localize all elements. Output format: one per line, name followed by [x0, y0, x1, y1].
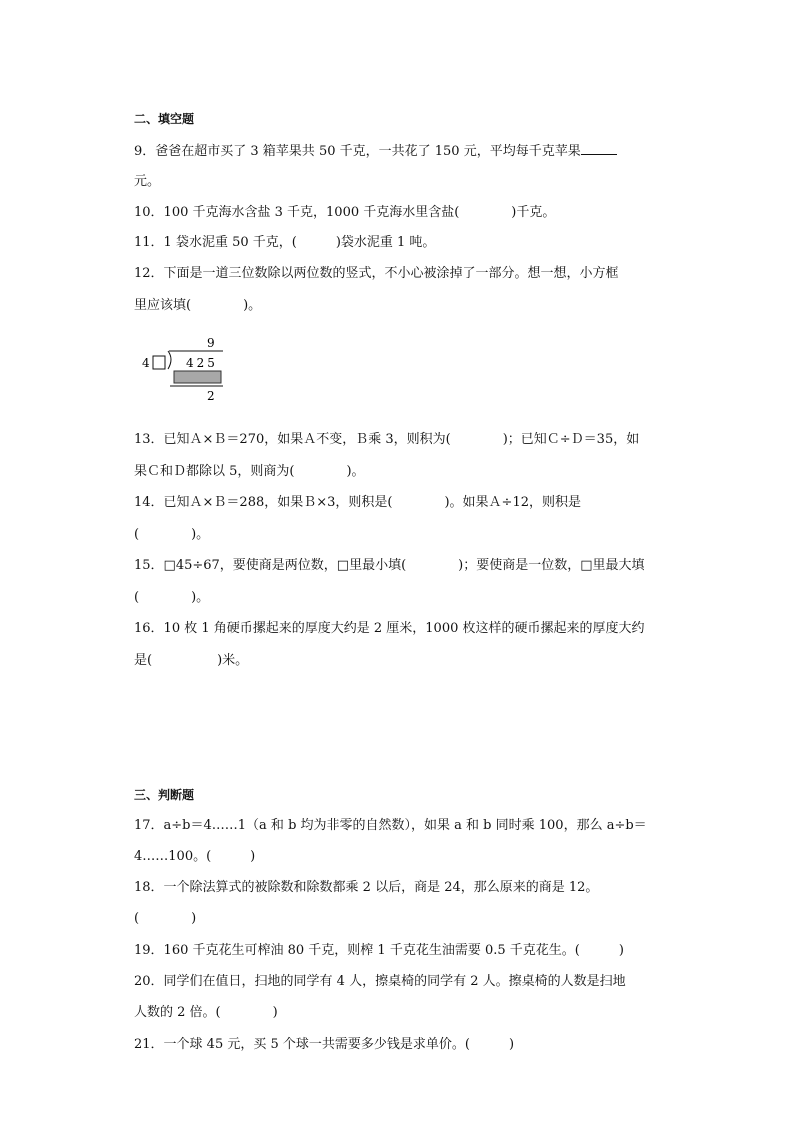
long-division-figure: [138, 336, 238, 404]
division-divisor-digit: 4: [142, 356, 150, 370]
question-19: 19．160 千克花生可榨油 80 千克，则榨 1 千克花生油需要 0.5 千克花生。( ): [134, 943, 624, 958]
smudged-area: [174, 371, 221, 383]
section-2-title: 二、填空题: [134, 112, 195, 126]
question-20-line-2: 人数的 2 倍。( ): [134, 1005, 278, 1020]
division-remainder: 2: [207, 389, 215, 403]
division-quotient: 9: [207, 336, 215, 350]
question-9-line-2: 元。: [134, 174, 161, 189]
section-3-title: 三、判断题: [134, 788, 195, 802]
question-17-line-1: 17．a÷b＝4……1（a 和 b 均为非零的自然数），如果 a 和 b 同时乘 100，那么 a÷b＝: [134, 818, 647, 833]
question-18-line-1: 18．一个除法算式的被除数和除数都乘 2 以后，商是 24，那么原来的商是 12。: [134, 880, 599, 895]
question-13-line-2: 果Ｃ和Ｄ都除以 5，则商为( )。: [134, 464, 365, 479]
question-15-line-1: 15．□45÷67，要使商是两位数，□里最小填( )；要使商是一位数，□里最大填: [134, 558, 645, 573]
question-14-line-1: 14．已知Ａ×Ｂ＝288，如果Ｂ×3，则积是( )。如果Ａ÷12，则积是: [134, 495, 581, 510]
question-17-line-2: 4……100。( ): [134, 849, 256, 864]
question-9-line-1: [134, 142, 617, 160]
question-12-line-1: 12．下面是一道三位数除以两位数的竖式，不小心被涂掉了一部分。想一想，小方框: [134, 266, 619, 281]
question-21: 21．一个球 45 元，买 5 个球一共需要多少钱是求单价。( ): [134, 1037, 515, 1052]
question-13-line-1: 13．已知Ａ×Ｂ＝270，如果Ａ不变，Ｂ乘 3，则积为( )；已知Ｃ÷Ｄ＝35，如: [134, 432, 640, 447]
question-18-line-2: ( ): [134, 911, 197, 926]
question-16-line-1: 16．10 枚 1 角硬币摞起来的厚度大约是 2 厘米，1000 枚这样的硬币摞起来的厚度大约: [134, 621, 645, 636]
question-10: 10．100 千克海水含盐 3 千克，1000 千克海水里含盐( )千克。: [134, 205, 556, 220]
division-bracket: [168, 351, 171, 369]
question-9-text: 9．爸爸在超市买了 3 箱苹果共 50 千克，一共花了 150 元，平均每千克苹果: [134, 144, 581, 159]
missing-digit-box: [153, 356, 165, 369]
question-11: 11．1 袋水泥重 50 千克，( )袋水泥重 1 吨。: [134, 235, 436, 250]
answer-blank[interactable]: [581, 142, 617, 155]
question-20-line-1: 20．同学们在值日，扫地的同学有 4 人，擦桌椅的同学有 2 人。擦桌椅的人数是扫地: [134, 974, 626, 989]
division-dividend: 425: [186, 356, 218, 370]
question-12-line-2: 里应该填( )。: [134, 298, 262, 313]
question-14-line-2: ( )。: [134, 527, 210, 542]
question-15-line-2: ( )。: [134, 590, 210, 605]
question-16-line-2: 是( )米。: [134, 653, 249, 668]
